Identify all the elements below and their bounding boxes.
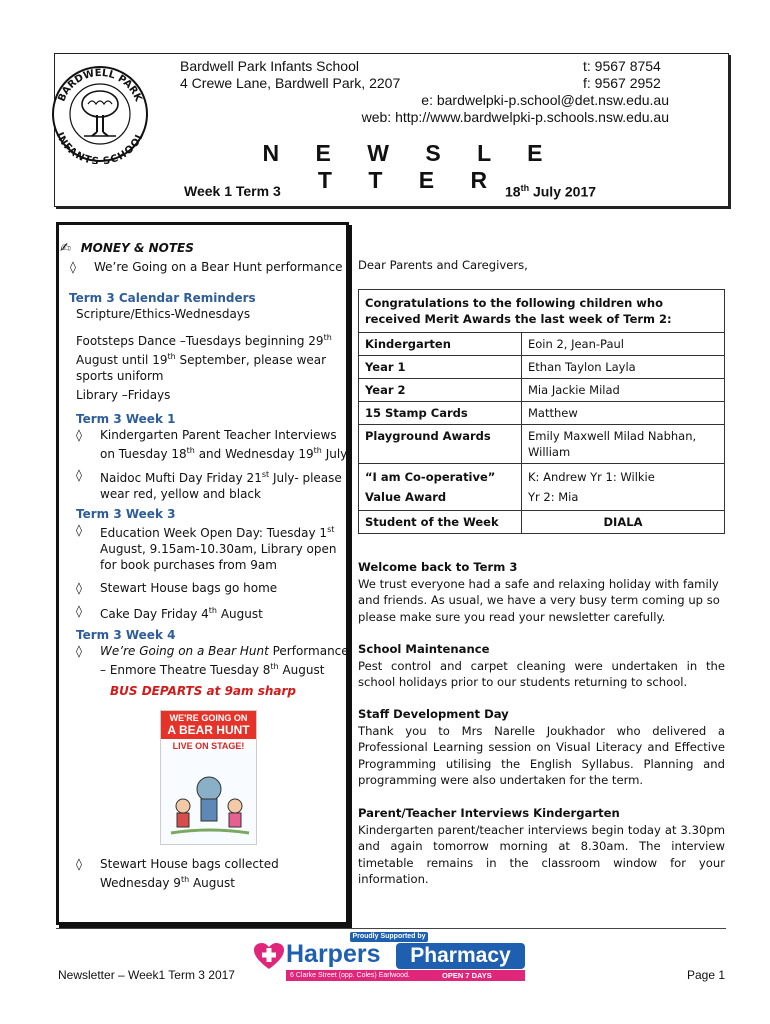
week4-title: Term 3 Week 4	[76, 628, 176, 642]
pt-interviews-section	[358, 805, 725, 888]
school-fax: f: 9567 2952	[583, 75, 661, 91]
award-names: Emily Maxwell Milad Nabhan, William	[522, 425, 725, 464]
footer-left: Newsletter – Week1 Term 3 2017	[58, 968, 235, 982]
award-row	[359, 333, 725, 356]
newsletter-title: N E W S L E T T E R	[262, 140, 558, 193]
bullet-cake-day: ◊ Cake Day Friday 4th August	[76, 604, 263, 621]
footer-divider	[56, 928, 726, 929]
award-category: Year 1	[359, 356, 522, 379]
poster-title-2: A BEAR HUNT	[161, 723, 256, 739]
maintenance-body: Pest control and carpet cleaning were undertaken in the school holidays prior to our students returning to school.	[358, 658, 725, 689]
award-row	[359, 511, 725, 534]
awards-caption-row	[359, 290, 725, 333]
award-names: K: Andrew Yr 1: Wilkie Yr 2: Mia	[522, 464, 725, 511]
sponsor-pharmacy: Pharmacy	[396, 943, 525, 969]
pt-interviews-title: Parent/Teacher Interviews Kindergarten	[358, 806, 620, 820]
scripture-reminder: Scripture/Ethics-Wednesdays	[76, 307, 251, 321]
school-logo	[48, 60, 152, 164]
diamond-icon: ◊	[76, 857, 82, 871]
school-address: 4 Crewe Lane, Bardwell Park, 2207	[180, 75, 401, 91]
bullet-bear-hunt-performance: ◊ We’re Going on a Bear Hunt Performance – Enmore Theatre Tuesday 8th August	[76, 644, 349, 677]
poster-subtitle: LIVE ON STAGE!	[172, 741, 245, 751]
award-names: Ethan Taylon Layla	[522, 356, 725, 379]
diamond-icon: ◊	[76, 604, 82, 618]
sponsor-banner	[252, 932, 527, 982]
bullet-education-week: ◊ Education Week Open Day: Tuesday 1st August, 9.15am-10.30am, Library open for book purchases from 9am	[76, 523, 337, 572]
sponsor-address: 6 Clarke Street (opp. Coles) Earlwood.	[290, 972, 410, 979]
award-category: Kindergarten	[359, 333, 522, 356]
bus-departs-note: BUS DEPARTS at 9am sharp	[110, 684, 296, 698]
bullet-naidoc: ◊ Naidoc Mufti Day Friday 21st July- please wear red, yellow and black	[76, 468, 342, 501]
calendar-title: Term 3 Calendar Reminders	[69, 291, 256, 305]
diamond-icon: ◊	[76, 468, 82, 482]
diamond-icon: ◊	[76, 581, 82, 595]
school-name: Bardwell Park Infants School	[180, 58, 359, 74]
bullet-stewart-go-home: ◊ Stewart House bags go home	[76, 581, 278, 595]
award-row	[359, 356, 725, 379]
bear-hunt-poster	[160, 710, 257, 845]
award-row	[359, 379, 725, 402]
poster-illustration	[161, 751, 256, 845]
school-web[interactable]: web: http://www.bardwelpki-p.schools.nsw.edu.au	[361, 109, 669, 125]
sponsor-open-days: OPEN 7 DAYS	[442, 971, 492, 980]
pt-interviews-body: Kindergarten parent/teacher interviews begin today at 3.30pm and again tomorrow morning at 8.30am. The interview timetable remains in the classroom window for your information.	[358, 822, 725, 886]
diamond-icon: ◊	[70, 260, 76, 274]
award-category: Year 2	[359, 379, 522, 402]
diamond-icon: ◊	[76, 523, 82, 537]
money-notes-heading: ✍ MONEY & NOTES	[60, 241, 194, 256]
award-category: Student of the Week	[359, 511, 522, 534]
award-row	[359, 464, 725, 511]
award-category: “I am Co-operative” Value Award	[359, 464, 522, 511]
bullet-kinder-interviews: ◊ Kindergarten Parent Teacher Interviews on Tuesday 18th and Wednesday 19th July	[76, 428, 348, 461]
bullet-stewart-collected: ◊ Stewart House bags collected Wednesday 9th August	[76, 857, 279, 890]
sponsor-supported: Proudly Supported by	[350, 932, 428, 942]
awards-caption: Congratulations to the following children who received Merit Awards the last week of Term 2:	[359, 290, 725, 333]
footsteps-reminder: Footsteps Dance –Tuesdays beginning 29th August until 19th September, please wear sports uniform	[76, 333, 332, 383]
award-row	[359, 425, 725, 464]
award-names: Mia Jackie Milad	[522, 379, 725, 402]
heart-cross-icon	[254, 943, 284, 971]
logo-text-top: BARDWELL PARK	[56, 67, 144, 104]
staff-dev-section	[358, 706, 725, 789]
issue-date: 18th July 2017	[505, 183, 597, 200]
diamond-icon: ◊	[76, 428, 82, 442]
diamond-icon: ◊	[76, 644, 82, 658]
logo-text-bottom: INFANTS SCHOOL	[53, 130, 147, 164]
award-category: 15 Stamp Cards	[359, 402, 522, 425]
week1-title: Term 3 Week 1	[76, 412, 176, 426]
maintenance-section	[358, 641, 725, 691]
welcome-title: Welcome back to Term 3	[358, 560, 518, 574]
staff-dev-title: Staff Development Day	[358, 707, 509, 721]
week-label: Week 1 Term 3	[184, 183, 281, 199]
sponsor-harpers: Harpers	[286, 940, 381, 968]
award-names: DIALA	[522, 511, 725, 534]
welcome-section	[358, 559, 725, 625]
staff-dev-body: Thank you to Mrs Narelle Joukhador who delivered a Professional Learning session on Visual Literacy and Effective Programming utilising the English Syllabus. Planning and programming were also undertaken for the term.	[358, 723, 725, 787]
award-names: Eoin 2, Jean-Paul	[522, 333, 725, 356]
school-phone: t: 9567 8754	[583, 58, 661, 74]
page-number: Page 1	[687, 968, 726, 982]
merit-awards-table	[358, 289, 725, 534]
greeting: Dear Parents and Caregivers,	[358, 258, 528, 272]
week3-title: Term 3 Week 3	[76, 507, 176, 521]
welcome-body: We trust everyone had a safe and relaxing holiday with family and friends. As usual, we have a very busy term coming up so please make sure you read your newsletter carefully.	[358, 576, 720, 624]
award-row	[359, 402, 725, 425]
award-category: Playground Awards	[359, 425, 522, 464]
award-names: Matthew	[522, 402, 725, 425]
library-reminder: Library –Fridays	[76, 388, 171, 402]
school-email[interactable]: e: bardwelpki-p.school@det.nsw.edu.au	[421, 92, 669, 108]
pen-icon: ✍	[60, 241, 71, 256]
maintenance-title: School Maintenance	[358, 642, 490, 656]
poster-title-1: WE'RE GOING ON	[161, 711, 256, 723]
